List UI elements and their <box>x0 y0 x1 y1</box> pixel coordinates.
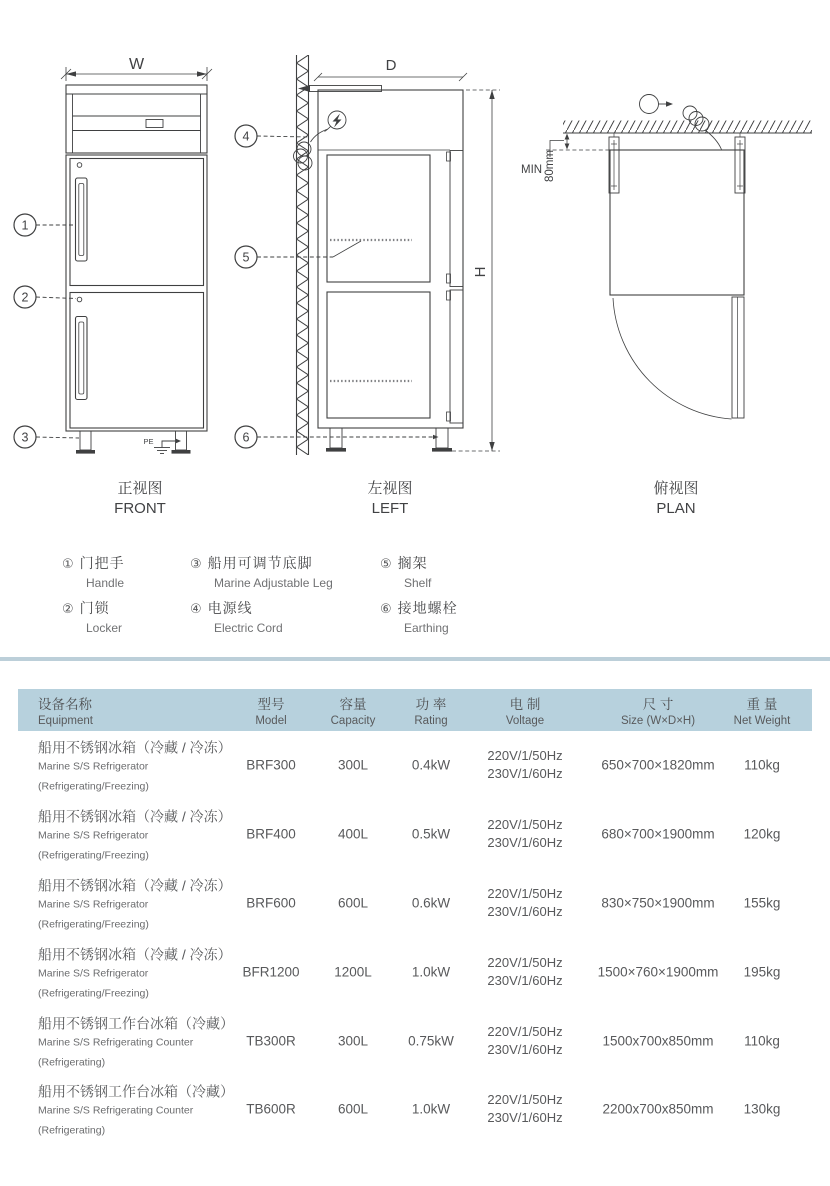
equipment-cell <box>38 876 232 931</box>
legend-num: ① <box>62 556 74 571</box>
equipment-note: (Refrigerating) <box>38 1056 106 1069</box>
callout-2-number: 2 <box>21 290 29 305</box>
left-title-en: LEFT <box>371 500 409 517</box>
equipment-name-en: Marine S/S Refrigerating Counter <box>38 1036 194 1049</box>
voltage-cell <box>487 1091 562 1127</box>
size-cell: 680×700×1900mm <box>601 826 715 842</box>
header-capacity-en: Capacity <box>330 715 376 727</box>
rating-cell: 0.5kW <box>411 826 451 842</box>
spec-table-header <box>18 689 812 731</box>
lower-door-section <box>450 290 463 423</box>
equipment-name-en: Marine S/S Refrigerator <box>38 760 149 773</box>
voltage-50hz: 220V/1/50Hz <box>487 1091 563 1107</box>
callout-6-number: 6 <box>242 430 250 445</box>
header-capacity-zh: 容量 <box>339 697 367 712</box>
control-panel <box>146 120 163 128</box>
depth-dimension <box>314 73 467 81</box>
header-rating <box>414 693 447 727</box>
plan-title-zh: 俯视图 <box>653 480 699 497</box>
equipment-note: (Refrigerating/Freezing) <box>38 987 149 1000</box>
capacity-cell: 300L <box>337 1033 369 1049</box>
front-upper-door <box>70 159 204 286</box>
legend-num: ④ <box>190 601 202 616</box>
table-row <box>0 944 830 1000</box>
size-cell: 650×700×1820mm <box>601 757 715 773</box>
equipment-name-zh: 船用不锈钢工作台冰箱（冷藏） <box>38 1083 234 1100</box>
legend-item-electric-cord <box>190 598 283 635</box>
lower-chamber <box>327 292 430 418</box>
table-row <box>0 737 830 793</box>
capacity-cell: 300L <box>337 757 369 773</box>
header-equipment-en: Equipment <box>38 715 93 727</box>
equipment-name-zh: 船用不锈钢工作台冰箱（冷藏） <box>38 1015 234 1032</box>
legend-en-label: Shelf <box>404 576 432 590</box>
weight-cell: 195kg <box>743 964 781 980</box>
equipment-cell <box>38 945 232 1000</box>
equipment-note: (Refrigerating/Freezing) <box>38 918 149 931</box>
legend-en-label: Electric Cord <box>214 621 283 635</box>
equipment-name-en: Marine S/S Refrigerating Counter <box>38 1104 194 1117</box>
legend-en-label: Marine Adjustable Leg <box>214 576 333 590</box>
weight-cell: 120kg <box>743 826 781 842</box>
size-cell: 1500x700x850mm <box>602 1033 714 1049</box>
table-row <box>0 875 830 931</box>
equipment-cell <box>38 1014 234 1069</box>
callout-2 <box>14 286 76 308</box>
plan-wall <box>563 121 812 134</box>
legend-zh-label: 接地螺栓 <box>397 600 458 616</box>
legend-num: ⑤ <box>380 556 392 571</box>
size-cell: 2200x700x850mm <box>602 1101 714 1117</box>
left-cabinet-body <box>318 90 463 428</box>
legend-zh-label: 船用可调节底脚 <box>207 555 313 571</box>
depth-dim-label: D <box>385 57 397 74</box>
lower-door-lock <box>77 297 82 302</box>
front-legs <box>76 431 191 454</box>
callout-6 <box>235 426 439 448</box>
door-swing-arc <box>613 298 732 419</box>
legend-en-label: Handle <box>86 576 125 590</box>
bulkhead-wall <box>297 55 309 455</box>
capacity-cell: 1200L <box>334 964 372 980</box>
table-row <box>0 1013 830 1069</box>
table-row <box>0 806 830 862</box>
plan-view-drawing <box>521 95 812 518</box>
header-size <box>621 693 695 727</box>
legend-zh-label: 搁架 <box>397 555 428 571</box>
voltage-cell <box>487 747 562 783</box>
rating-cell: 1.0kW <box>411 1101 451 1117</box>
accent-bar <box>0 657 830 661</box>
header-equipment <box>38 693 93 727</box>
equipment-name-zh: 船用不锈钢冰箱（冷藏 / 冷冻） <box>38 946 232 963</box>
model-cell: TB300R <box>246 1033 296 1049</box>
equipment-name-zh: 船用不锈钢冰箱（冷藏 / 冷冻） <box>38 739 232 756</box>
rating-cell: 1.0kW <box>411 964 451 980</box>
header-weight <box>734 693 791 727</box>
rating-cell: 0.4kW <box>411 757 451 773</box>
width-dim-label: W <box>128 56 145 73</box>
voltage-50hz: 220V/1/50Hz <box>487 1023 563 1039</box>
header-weight-en: Net Weight <box>733 715 791 727</box>
header-rating-zh: 功 率 <box>415 697 447 712</box>
legend-num: ③ <box>190 556 202 571</box>
callout-5-number: 5 <box>242 250 250 265</box>
upper-door-lock <box>77 163 82 168</box>
clearance-label: 80mm <box>544 150 556 182</box>
voltage-60hz: 230V/1/60Hz <box>487 766 563 781</box>
equipment-note: (Refrigerating) <box>38 1124 106 1137</box>
left-legs <box>326 428 452 452</box>
voltage-50hz: 220V/1/50Hz <box>487 816 563 832</box>
left-view-drawing <box>235 55 500 517</box>
model-cell: BRF400 <box>246 826 296 842</box>
legend-zh-label: 门把手 <box>79 555 125 571</box>
plan-title-en: PLAN <box>656 500 696 517</box>
legend-item-handle <box>62 553 125 590</box>
equipment-name-en: Marine S/S Refrigerator <box>38 829 149 842</box>
technical-drawings <box>0 0 830 535</box>
voltage-60hz: 230V/1/60Hz <box>487 835 563 850</box>
header-model-zh: 型号 <box>257 697 285 712</box>
equipment-note: (Refrigerating/Freezing) <box>38 849 149 862</box>
legend-num: ② <box>62 601 74 616</box>
header-rating-en: Rating <box>414 715 448 727</box>
weight-cell: 110kg <box>744 757 780 773</box>
front-lower-door <box>70 293 204 429</box>
model-cell: TB600R <box>246 1101 296 1117</box>
equipment-cell <box>38 1082 234 1137</box>
voltage-50hz: 220V/1/50Hz <box>487 747 563 763</box>
legend-num: ⑥ <box>380 601 392 616</box>
equipment-name-en: Marine S/S Refrigerator <box>38 967 149 980</box>
weight-cell: 130kg <box>743 1101 781 1117</box>
upper-chamber <box>327 155 430 282</box>
height-dim-label: H <box>472 266 489 278</box>
legend-item-shelf <box>380 553 431 590</box>
plan-cabinet-body <box>610 150 744 295</box>
legend-zh-label: 电源线 <box>207 600 253 616</box>
equipment-name-en: Marine S/S Refrigerator <box>38 898 149 911</box>
upper-door-handle <box>76 178 88 261</box>
header-equipment-zh: 设备名称 <box>38 697 92 712</box>
legend-item-adjustable-leg <box>190 553 333 590</box>
model-cell: BRF300 <box>246 757 296 773</box>
callout-1-number: 1 <box>21 218 29 233</box>
weight-cell: 155kg <box>743 895 781 911</box>
front-view-drawing <box>14 56 212 517</box>
header-size-en: Size (W×D×H) <box>620 715 696 727</box>
min-label: MIN <box>521 164 543 176</box>
header-capacity <box>331 693 376 727</box>
weight-cell: 110kg <box>744 1033 780 1049</box>
mounting-bracket <box>298 85 382 92</box>
header-voltage-en: Voltage <box>505 715 545 727</box>
equipment-cell <box>38 738 232 793</box>
header-size-zh: 尺 寸 <box>642 697 674 712</box>
voltage-50hz: 220V/1/50Hz <box>487 954 563 970</box>
rating-cell: 0.6kW <box>411 895 451 911</box>
left-title-zh: 左视图 <box>367 480 413 497</box>
voltage-60hz: 230V/1/60Hz <box>487 904 563 919</box>
equipment-note: (Refrigerating/Freezing) <box>38 780 149 793</box>
legend-item-locker <box>62 598 122 635</box>
capacity-cell: 400L <box>337 826 369 842</box>
lower-door-handle <box>76 317 88 400</box>
capacity-cell: 600L <box>337 895 369 911</box>
header-voltage <box>506 693 544 727</box>
header-model-en: Model <box>255 715 287 727</box>
voltage-60hz: 230V/1/60Hz <box>487 1110 563 1125</box>
legend-en-label: Earthing <box>404 621 449 635</box>
table-row <box>0 1081 830 1137</box>
header-model <box>255 693 286 727</box>
voltage-cell <box>487 1023 562 1059</box>
front-top-compartment <box>66 85 207 153</box>
voltage-cell <box>487 954 562 990</box>
power-symbol-icon <box>325 111 347 132</box>
header-weight-zh: 重 量 <box>746 697 778 712</box>
callout-3-number: 3 <box>21 430 29 445</box>
equipment-name-zh: 船用不锈钢冰箱（冷藏 / 冷冻） <box>38 808 232 825</box>
legend-item-earthing <box>380 598 458 635</box>
capacity-cell: 600L <box>337 1101 369 1117</box>
equipment-name-zh: 船用不锈钢冰箱（冷藏 / 冷冻） <box>38 877 232 894</box>
size-cell: 1500×760×1900mm <box>597 964 719 980</box>
plan-open-door <box>732 297 744 418</box>
size-cell: 830×750×1900mm <box>601 895 715 911</box>
voltage-60hz: 230V/1/60Hz <box>487 973 563 988</box>
upper-door-section <box>450 151 463 287</box>
voltage-60hz: 230V/1/60Hz <box>487 1042 563 1057</box>
model-cell: BFR1200 <box>242 964 300 980</box>
equipment-cell <box>38 807 232 862</box>
voltage-cell <box>487 816 562 852</box>
voltage-cell <box>487 885 562 921</box>
rating-cell: 0.75kW <box>408 1033 454 1049</box>
legend-en-label: Locker <box>86 621 123 635</box>
front-title-en: FRONT <box>114 500 166 517</box>
voltage-50hz: 220V/1/50Hz <box>487 885 563 901</box>
legend-zh-label: 门锁 <box>79 600 110 616</box>
model-cell: BRF600 <box>246 895 296 911</box>
header-voltage-zh: 电 制 <box>509 697 541 712</box>
callout-3 <box>14 426 79 448</box>
pe-label: PE <box>143 437 154 446</box>
callout-4-number: 4 <box>242 129 250 144</box>
front-title-zh: 正视图 <box>117 480 163 497</box>
